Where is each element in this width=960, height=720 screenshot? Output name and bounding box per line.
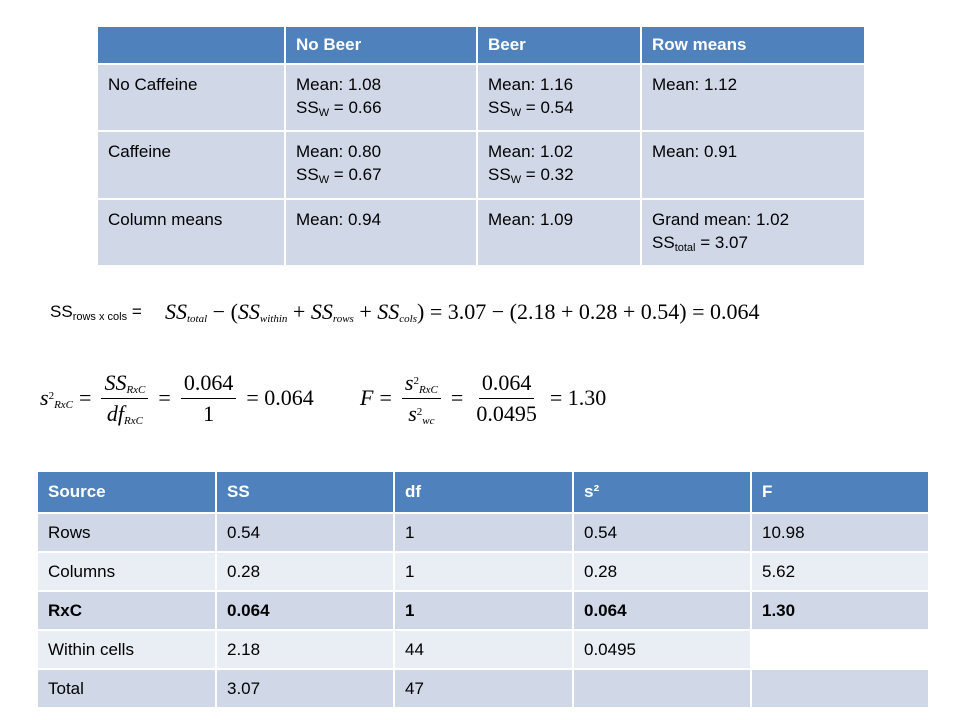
ss-cell: 2.18 (216, 630, 394, 669)
df-cell: 1 (394, 591, 573, 630)
variance-symbol: $s^2_{RxC}$ (40, 385, 74, 411)
df-cell: 47 (394, 669, 573, 708)
ss-rows-x-cols-label: $SS_{rows x cols}$ = (50, 302, 142, 323)
f-cell (751, 630, 929, 669)
cell-value (285, 64, 477, 131)
df-cell: 1 (394, 552, 573, 591)
variance-cell: 0.54 (573, 513, 751, 552)
f-cell: 5.62 (751, 552, 929, 591)
source-cell: Within cells (37, 630, 216, 669)
header-ss: SS (216, 471, 394, 513)
ss-cell: 0.28 (216, 552, 394, 591)
grand-mean: Grand mean: 1.02 (652, 210, 790, 229)
ss-over-df-fraction: $\frac{SS_{RxC}}{df_{RxC}}$ (101, 370, 148, 427)
numeric-fraction: $\frac{0.064}{1}$ (181, 370, 237, 427)
header-variance: s² (573, 471, 751, 513)
anova-header-row (37, 471, 929, 513)
cell-value (641, 64, 865, 131)
cell-ss: $SS_W = 0.32$ (488, 165, 574, 186)
cell-value (285, 131, 477, 199)
variance-equation: $s^2_{RxC}$ = $\frac{SS_{RxC}}{df_{RxC}}$ = $\frac{0.064}{1}$ = 0.064 (40, 369, 314, 427)
cell-value (641, 131, 865, 199)
source-cell: Columns (37, 552, 216, 591)
anova-summary-table (36, 470, 930, 709)
cell-ss: $SS_W = 0.54$ (488, 98, 574, 119)
cell-mean: Mean: 0.91 (652, 142, 738, 161)
source-cell: Rows (37, 513, 216, 552)
ss-cell: 0.064 (216, 591, 394, 630)
header-source: Source (37, 471, 216, 513)
header-beer: Beer (477, 26, 641, 64)
f-cell: 10.98 (751, 513, 929, 552)
anova-row-rows (37, 513, 929, 552)
anova-row-total (37, 669, 929, 708)
row-column-means (97, 199, 865, 266)
variance-cell: 0.28 (573, 552, 751, 591)
cell-mean: Mean: 1.16 (488, 75, 574, 94)
cell-mean: Mean: 1.02 (488, 142, 574, 161)
row-label: Column means (97, 199, 285, 266)
cell-value (477, 199, 641, 266)
ss-cell: 0.54 (216, 513, 394, 552)
header-df: df (394, 471, 573, 513)
cell-mean: Mean: 0.80 (296, 142, 382, 161)
variance-cell: 0.0495 (573, 630, 751, 669)
f-cell (751, 669, 929, 708)
header-row-means: Row means (641, 26, 865, 64)
source-cell: Total (37, 669, 216, 708)
anova-row-columns (37, 552, 929, 591)
cell-ss: $SS_W = 0.67$ (296, 165, 382, 186)
anova-row-rxc (37, 591, 929, 630)
f-cell: 1.30 (751, 591, 929, 630)
header-corner (97, 26, 285, 64)
cell-mean: Mean: 1.08 (296, 75, 382, 94)
cell-mean: Mean: 1.12 (652, 75, 738, 94)
cell-value (477, 131, 641, 199)
row-label: Caffeine (97, 131, 285, 199)
ss-total: $SS_{total} = 3.07$ (652, 233, 748, 254)
row-caffeine (97, 131, 865, 199)
header-no-beer: No Beer (285, 26, 477, 64)
variance-ratio-fraction: $\frac{s^2_{RxC}}{s^2_{wc}}$ (402, 370, 441, 427)
source-cell: RxC (37, 591, 216, 630)
cell-value (285, 199, 477, 266)
variance-cell: 0.064 (573, 591, 751, 630)
cell-means-header-row (97, 26, 865, 64)
cell-value (477, 64, 641, 131)
cell-means-table (96, 25, 866, 267)
row-label: No Caffeine (97, 64, 285, 131)
cell-mean: Mean: 1.09 (488, 210, 574, 229)
cell-value (641, 199, 865, 266)
numeric-fraction: $\frac{0.064}{0.0495}$ (476, 369, 537, 426)
ss-interaction-equation: $SS_{total} - (SS_{within} + SS_{rows} + SS_{cols}) = 3.07 - (2.18 + 0.28 + 0.54) = 0.064$ (165, 299, 760, 325)
header-f: F (751, 471, 929, 513)
ss-cell: 3.07 (216, 669, 394, 708)
f-ratio-equation: F = $\frac{s^2_{RxC}}{s^2_{wc}}$ = $\frac{0.064}{0.0495}$ = 1.30 (360, 369, 607, 427)
cell-mean: Mean: 0.94 (296, 210, 382, 229)
variance-cell (573, 669, 751, 708)
f-symbol: F (360, 385, 374, 410)
df-cell: 1 (394, 513, 573, 552)
anova-row-within-cells (37, 630, 929, 669)
cell-ss: $SS_W = 0.66$ (296, 98, 382, 119)
row-no-caffeine (97, 64, 865, 131)
df-cell: 44 (394, 630, 573, 669)
